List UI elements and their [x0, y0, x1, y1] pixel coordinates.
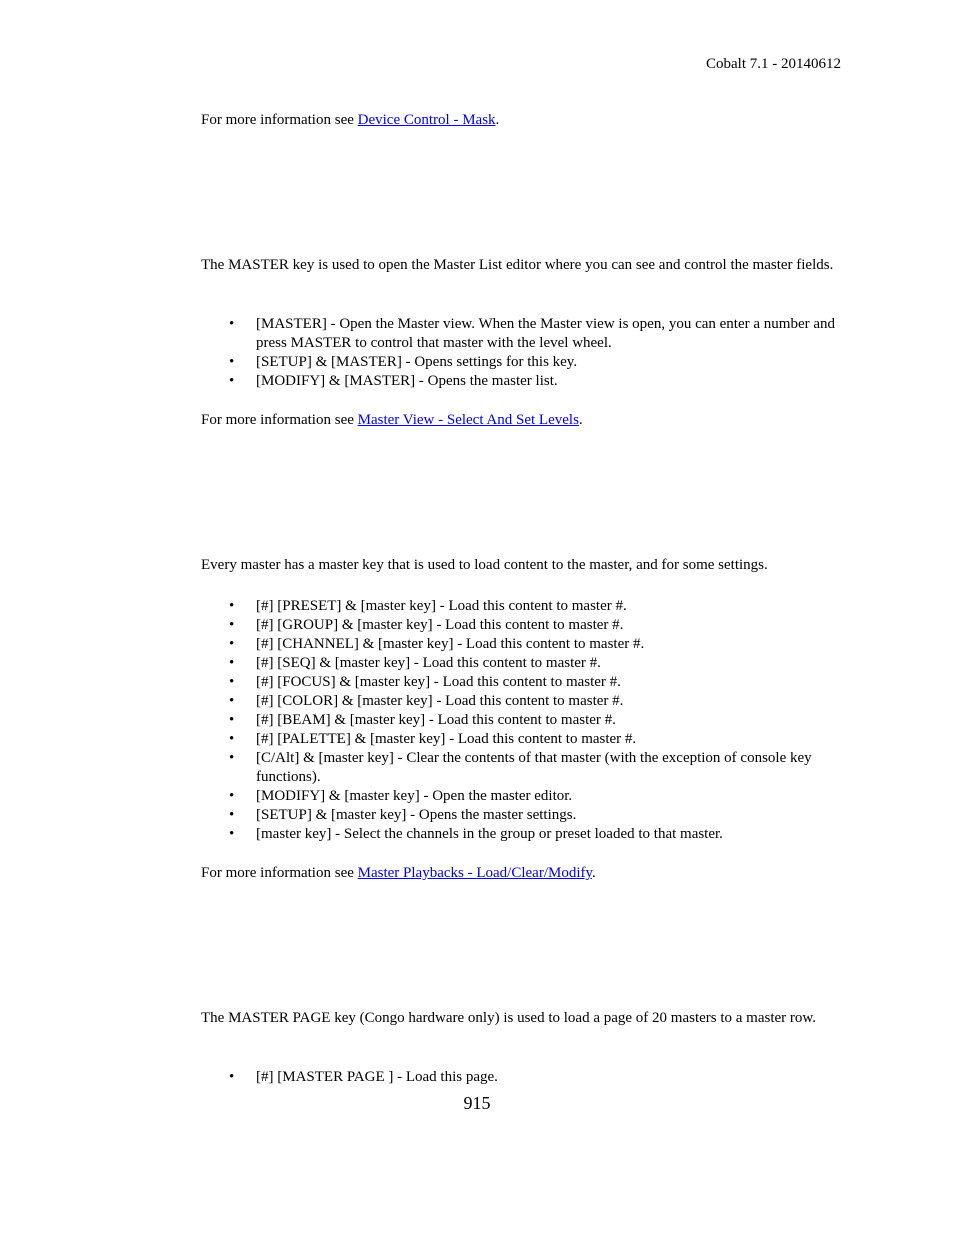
bullet-icon: •	[229, 316, 235, 332]
more-info-suffix: .	[592, 865, 596, 881]
more-info-prefix: For more information see	[201, 865, 358, 881]
bullet-icon: •	[229, 1069, 235, 1085]
master-key-intro: The MASTER key is used to open the Master List editor where you can see and control the master fields.	[201, 257, 834, 273]
device-control-mask-link[interactable]: Device Control - Mask	[357, 112, 496, 128]
mask-more-info-text	[201, 111, 841, 130]
bullet-icon: •	[229, 788, 235, 804]
list-item: • [MODIFY] & [master key] - Open the master editor.	[229, 788, 573, 804]
list-item: • [#] [PRESET] & [master key] - Load this content to master #.	[229, 598, 627, 614]
bullet-icon: •	[229, 693, 235, 709]
master-view-link[interactable]: Master View - Select And Set Levels	[357, 412, 579, 428]
bullet-icon: •	[229, 807, 235, 823]
list-item: • [#] [COLOR] & [master key] - Load this content to master #.	[229, 693, 624, 709]
list-item: • [C/Alt] & [master key] - Clear the contents of that master (with the exception of console key functions).	[229, 750, 812, 785]
bullet-icon: •	[229, 373, 235, 389]
bullet-icon: •	[229, 826, 235, 842]
list-item: • [#] [FOCUS] & [master key] - Load this content to master #.	[229, 674, 621, 690]
bullet-icon: •	[229, 731, 235, 747]
list-item: • [#] [PALETTE] & [master key] - Load this content to master #.	[229, 731, 637, 747]
list-item: • [#] [BEAM] & [master key] - Load this content to master #.	[229, 712, 616, 728]
master-playbacks-more-info-text	[201, 864, 841, 883]
document-version-header: Cobalt 7.1 - 20140612	[706, 56, 841, 72]
bullet-icon: •	[229, 712, 235, 728]
bullet-icon: •	[229, 655, 235, 671]
master-page-list	[229, 1068, 841, 1087]
bullet-icon: •	[229, 617, 235, 633]
bullet-icon: •	[229, 750, 235, 766]
master-page-intro: The MASTER PAGE key (Congo hardware only) is used to load a page of 20 masters to a master row.	[201, 1010, 817, 1026]
list-item: • [#] [MASTER PAGE ] - Load this page.	[229, 1069, 498, 1085]
list-item: • [master key] - Select the channels in the group or preset loaded to that master.	[229, 826, 723, 842]
bullet-icon: •	[229, 354, 235, 370]
list-item: • [#] [GROUP] & [master key] - Load this content to master #.	[229, 617, 624, 633]
list-item: • [#] [CHANNEL] & [master key] - Load this content to master #.	[229, 636, 645, 652]
bullet-icon: •	[229, 598, 235, 614]
master-key-list	[229, 315, 841, 391]
bullet-icon: •	[229, 674, 235, 690]
bullet-icon: •	[229, 636, 235, 652]
list-item: • [MASTER] - Open the Master view. When the Master view is open, you can enter a number and press MASTER to control that master with the level wheel.	[229, 316, 836, 351]
more-info-suffix: .	[495, 112, 500, 128]
more-info-suffix: .	[578, 412, 583, 428]
more-info-prefix: For more information see	[201, 112, 358, 128]
master-keys-intro: Every master has a master key that is used to load content to the master, and for some settings.	[201, 557, 768, 573]
page-number: 915	[463, 1093, 491, 1113]
list-item: • [SETUP] & [master key] - Opens the master settings.	[229, 807, 577, 823]
master-keys-list	[229, 597, 841, 844]
more-info-prefix: For more information see	[201, 412, 358, 428]
master-view-more-info-text	[201, 411, 841, 430]
master-playbacks-link[interactable]: Master Playbacks - Load/Clear/Modify	[357, 865, 593, 881]
list-item: • [SETUP] & [MASTER] - Opens settings for this key.	[229, 354, 578, 370]
list-item: • [#] [SEQ] & [master key] - Load this content to master #.	[229, 655, 601, 671]
list-item: • [MODIFY] & [MASTER] - Opens the master list.	[229, 373, 558, 389]
